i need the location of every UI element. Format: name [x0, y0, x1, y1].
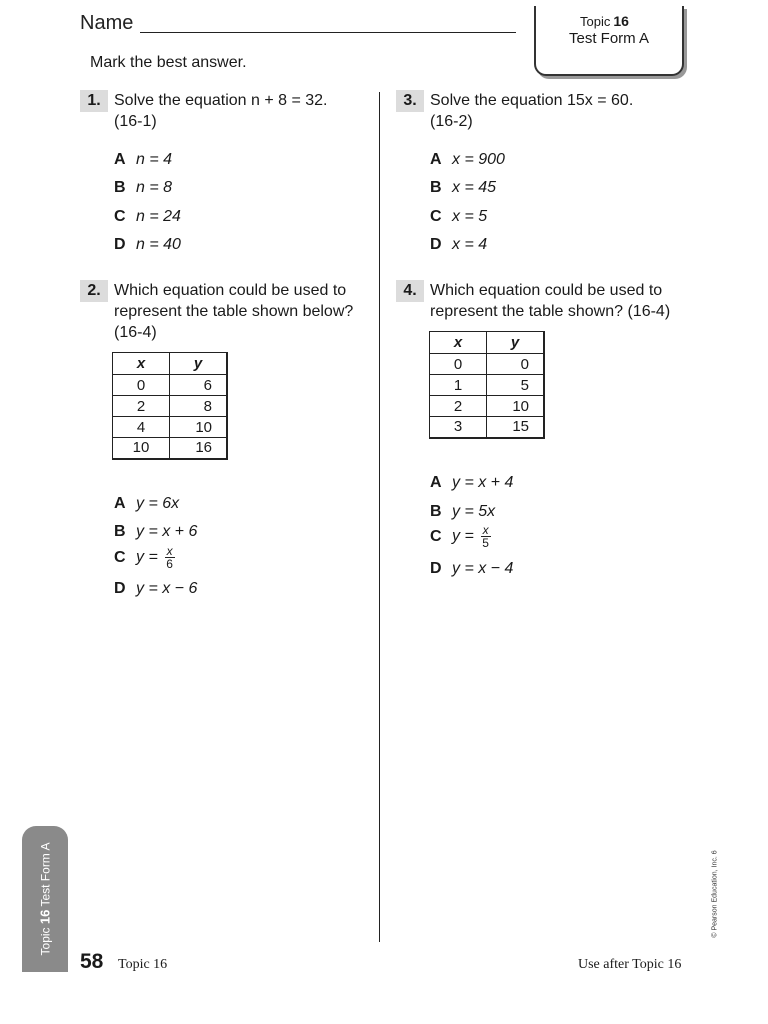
column-divider	[379, 92, 380, 942]
option-letter: B	[114, 179, 126, 196]
page-number: 58	[80, 950, 104, 973]
option-letter: A	[430, 474, 442, 491]
question-number: 3.	[396, 90, 424, 112]
table-header-row	[430, 332, 545, 354]
table-cell: 4	[113, 417, 170, 438]
table-cell: 2	[113, 396, 170, 417]
option-text: y = x + 6	[136, 523, 198, 540]
option-c[interactable]	[114, 206, 181, 227]
topic-box	[534, 6, 684, 76]
table-cell: 1	[430, 375, 487, 396]
instructions: Mark the best answer.	[90, 54, 247, 71]
side-tab-prefix: Topic	[38, 927, 53, 956]
question-line: represent the table shown below?	[114, 303, 354, 320]
xy-table	[112, 352, 228, 460]
table-row	[430, 354, 545, 375]
table-cell: 2	[430, 396, 487, 417]
side-tab-suffix: Test Form A	[38, 842, 53, 907]
option-c[interactable]	[430, 524, 491, 549]
table-row	[430, 375, 545, 396]
option-d[interactable]	[114, 234, 181, 255]
table-cell: 0	[430, 354, 487, 375]
fraction-numerator: x	[166, 544, 173, 558]
table-row	[113, 375, 228, 396]
option-text: y = 5x	[452, 503, 496, 520]
option-letter: D	[430, 560, 442, 577]
question-line: represent the table shown? (16-4)	[430, 303, 671, 320]
side-tab-label	[38, 843, 53, 956]
option-b[interactable]	[430, 501, 495, 522]
option-letter: D	[114, 580, 126, 597]
column-header: x	[113, 353, 170, 375]
table-cell: 10	[113, 438, 170, 459]
option-a[interactable]	[430, 472, 513, 493]
option-b[interactable]	[114, 177, 172, 198]
copyright-text: © Pearson Education, Inc. 6	[711, 850, 719, 938]
fraction-denominator: 6	[166, 557, 173, 571]
option-letter: B	[114, 523, 126, 540]
option-text: n = 40	[136, 236, 181, 253]
option-a[interactable]	[114, 493, 179, 514]
option-letter: C	[114, 208, 126, 225]
fraction-denominator: 5	[482, 536, 489, 550]
option-c[interactable]	[114, 545, 175, 570]
question-text	[430, 280, 670, 322]
question-text	[114, 90, 328, 132]
option-letter: B	[430, 179, 442, 196]
footer-use-after: Use after Topic 16	[578, 957, 682, 972]
option-text: n = 4	[136, 151, 173, 168]
option-text: n = 8	[136, 179, 173, 196]
question-line: (16-2)	[430, 113, 473, 130]
question-number: 2.	[80, 280, 108, 302]
option-text: y = 6x	[136, 495, 180, 512]
table-cell: 0	[113, 375, 170, 396]
option-letter: A	[114, 151, 126, 168]
table-header-row	[113, 353, 228, 375]
table-row	[430, 396, 545, 417]
table-row	[113, 417, 228, 438]
option-letter: B	[430, 503, 442, 520]
option-text: x = 45	[452, 179, 497, 196]
option-b[interactable]	[430, 177, 496, 198]
option-text: x = 4	[452, 236, 488, 253]
option-text: x = 900	[452, 151, 505, 168]
option-text: x = 5	[452, 208, 488, 225]
option-d[interactable]	[430, 234, 487, 255]
question-line: Which equation could be used to	[430, 282, 663, 299]
question-number: 1.	[80, 90, 108, 112]
topic-number: 16	[613, 13, 629, 29]
test-form-label: Test Form A	[568, 30, 650, 47]
option-a[interactable]	[430, 149, 505, 170]
side-tab	[22, 826, 68, 972]
footer-topic: Topic 16	[118, 957, 168, 972]
option-a[interactable]	[114, 149, 172, 170]
table-cell: 10	[170, 417, 228, 438]
option-b[interactable]	[114, 521, 197, 542]
option-letter: A	[114, 495, 126, 512]
fraction-numerator: x	[482, 523, 489, 537]
question-line: Solve the equation n + 8 = 32.	[114, 92, 328, 109]
table-cell: 3	[430, 417, 487, 438]
question-line: (16-1)	[114, 113, 157, 130]
table-cell: 0	[487, 354, 545, 375]
side-tab-number: 16	[37, 909, 53, 925]
option-letter: C	[430, 527, 442, 545]
question-line: Which equation could be used to	[114, 282, 347, 299]
question-number: 4.	[396, 280, 424, 302]
fraction	[480, 524, 491, 549]
table-cell: 16	[170, 438, 228, 459]
option-letter: A	[430, 151, 442, 168]
option-text: y = x − 4	[452, 560, 514, 577]
question-text	[114, 280, 353, 343]
table-row	[430, 417, 545, 438]
option-text: n = 24	[136, 208, 181, 225]
table-cell: 15	[487, 417, 545, 438]
option-letter: D	[430, 236, 442, 253]
option-text-prefix: y =	[136, 548, 163, 566]
option-letter: C	[430, 208, 442, 225]
question-line: Solve the equation 15x = 60.	[430, 92, 634, 109]
question-line: (16-4)	[114, 324, 157, 341]
fraction	[164, 545, 175, 570]
option-text: y = x − 6	[136, 580, 198, 597]
table-cell: 8	[170, 396, 228, 417]
option-letter: C	[114, 548, 126, 566]
table-cell: 10	[487, 396, 545, 417]
column-header: y	[170, 353, 228, 375]
option-d[interactable]	[114, 578, 197, 599]
name-label: Name	[80, 12, 134, 34]
xy-table	[429, 331, 545, 439]
topic-word: Topic	[580, 14, 611, 29]
column-header: y	[487, 332, 545, 354]
name-line	[140, 32, 516, 33]
table-row	[113, 396, 228, 417]
column-header: x	[430, 332, 487, 354]
table-cell: 6	[170, 375, 228, 396]
table-row	[113, 438, 228, 459]
topic-label	[580, 13, 629, 29]
option-letter: D	[114, 236, 126, 253]
table-cell: 5	[487, 375, 545, 396]
option-text-prefix: y =	[452, 527, 479, 545]
option-text: y = x + 4	[452, 474, 514, 491]
question-text	[430, 90, 633, 132]
option-d[interactable]	[430, 558, 513, 579]
option-c[interactable]	[430, 206, 487, 227]
